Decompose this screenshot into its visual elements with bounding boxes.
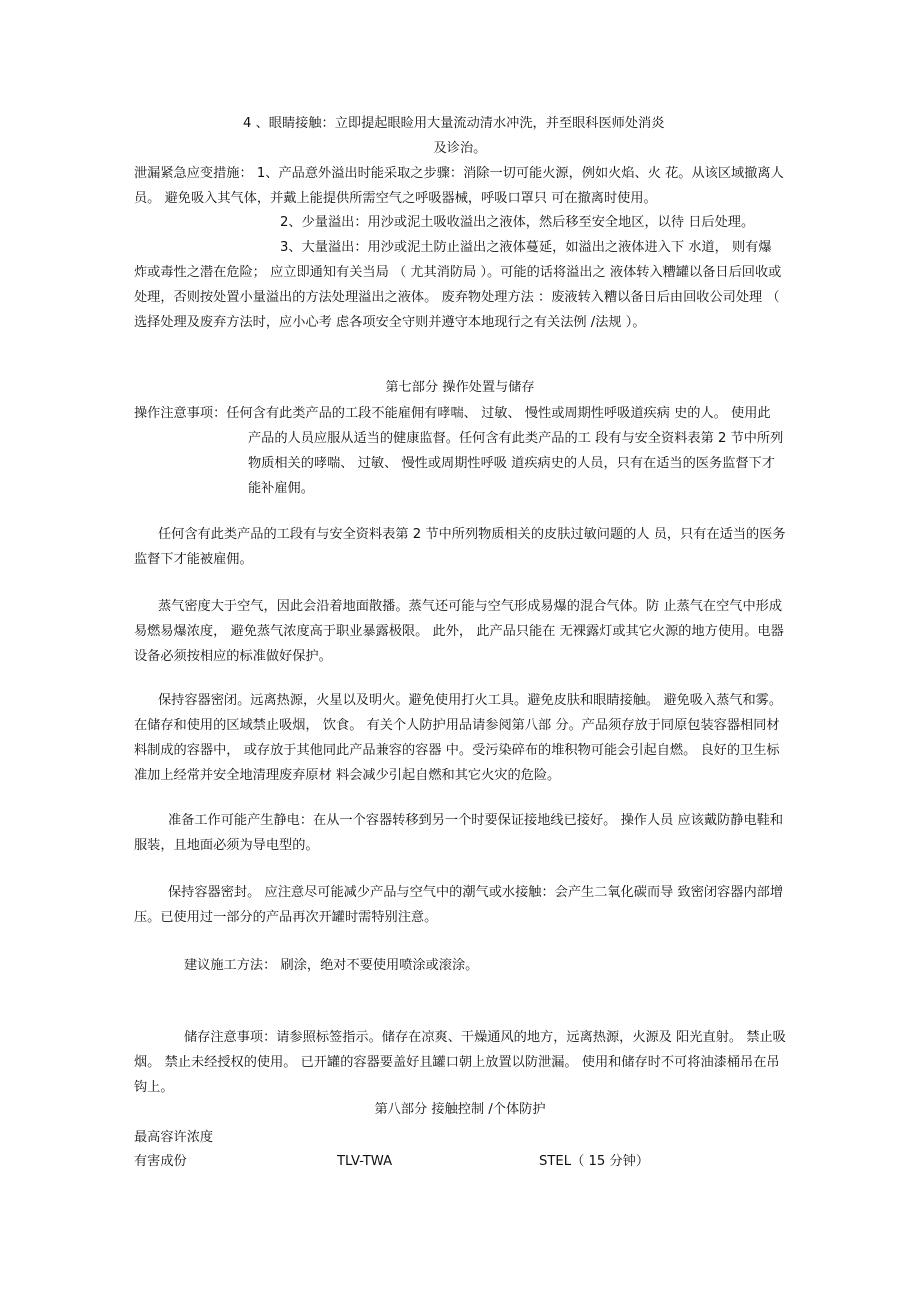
header-stel: STEL（ 15 分钟） [539, 1154, 650, 1169]
header-tlv-twa: TLV-TWA [337, 1154, 393, 1169]
header-hazardous-component: 有害成份 [134, 1154, 187, 1169]
paragraph-skin-allergy: 任何含有此类产品的工段有与安全资料表第 2 节中所列物质相关的皮肤过敏问题的人 员，只有在适当的医务监督下才能被雇佣。 [134, 527, 786, 567]
leak-response-step1: 泄漏紧急应变措施： 1、产品意外溢出时能采取之步骤：消除一切可能火源，例如火焰、火 花。从该区域撤离人员。 避免吸入其气体，并戴上能提供所需空气之呼吸器械，呼吸口罩只 可在撤离时使用。 [134, 166, 784, 206]
operation-notice-rest: 产品的人员应服从适当的健康监督。任何含有此类产品的工 段有与安全资料表第 2 节中所列物质相关的哮喘、 过敏、 慢性或周期性呼吸 道疾病史的人员，只有在适当的医务监督下才能补雇佣。 [248, 431, 784, 496]
leak-response-step2: 2、少量溢出：用沙或泥土吸收溢出之液体，然后移至安全地区，以待 日后处理。 [280, 215, 755, 230]
paragraph-application-method: 建议施工方法： 刷涂，绝对不要使用喷涂或滚涂。 [184, 958, 479, 973]
operation-notice-lead: 操作注意事项：任何含有此类产品的工段不能雇佣有哮喘、 过敏、 慢性或周期性呼吸道疾病 史的人。 使用此 [134, 406, 771, 421]
paragraph-sealed: 保持容器密封。 应注意尽可能减少产品与空气中的潮气或水接触：会产生二氧化碳而导 致密闭容器内部增压。已使用过一部分的产品再次开罐时需特别注意。 [134, 885, 784, 925]
leak-response-step3-rest: 炸或毒性之潜在危险； 应立即通知有关当局 （ 尤其消防局 ）。可能的话将溢出之 液体转入糟罐以备日后回收或处理，否则按处置小量溢出的方法处理溢出之液体。 废弃物处理方法 ：废液转入糟以备日后由回收公司处理 （ 选择处理及废弃方法时，应小心考 虑各项安全守则并遵守本地现行之有关法例 /法规 ）。 [134, 265, 782, 330]
eye-contact-continuation: 及诊治。 [433, 141, 487, 156]
section8-title: 第八部分 接触控制 /个体防护 [374, 1102, 546, 1117]
paragraph-container: 保持容器密闭。远离热源，火星以及明火。避免使用打火工具。避免皮肤和眼睛接触。 避免吸入蒸气和雾。在储存和使用的区域禁止吸烟， 饮食。 有关个人防护用品请参阅第八部 分。产品须存放于同原包装容器相同材料制成的容器中， 或存放于其他同此产品兼容的容器 中。受污染碎布的堆积物可能会引起自燃。 良好的卫生标准加上经常并安全地清理废弃原材 料会减少引起自燃和其它火灾的危险。 [134, 693, 783, 783]
eye-contact-text: 4 、眼睛接触：立即提起眼睑用大量流动清水冲洗，并至眼科医师处消炎 [243, 116, 665, 131]
leak-response-step3-lead: 3、大量溢出：用沙或泥土防止溢出之液体蔓延，如溢出之液体进入下 水道， 则有爆 [280, 240, 772, 255]
paragraph-vapor: 蒸气密度大于空气，因此会沿着地面散播。蒸气还可能与空气形成易爆的混合气体。防 止蒸气在空气中形成易燃易爆浓度， 避免蒸气浓度高于职业暴露极限。 此外， 此产品只能在 无裸露灯或其它火源的地方使用。电器设备必须按相应的标准做好保护。 [134, 599, 784, 664]
paragraph-storage: 储存注意事项：请参照标签指示。储存在凉爽、干燥通风的地方，远离热源，火源及 阳光直射。 禁止吸烟。 禁止未经授权的使用。 已开罐的容器要盖好且罐口朝上放置以防泄漏。 使用和储存时不可将油漆桶吊在吊钩上。 [134, 1030, 786, 1095]
paragraph-static: 准备工作可能产生静电：在从一个容器转移到另一个时要保证接地线已接好。 操作人员 应该戴防静电鞋和服装，且地面必须为导电型的。 [134, 813, 784, 853]
max-concentration-label: 最高容许浓度 [134, 1130, 214, 1145]
section7-title: 第七部分 操作处置与储存 [385, 380, 535, 395]
